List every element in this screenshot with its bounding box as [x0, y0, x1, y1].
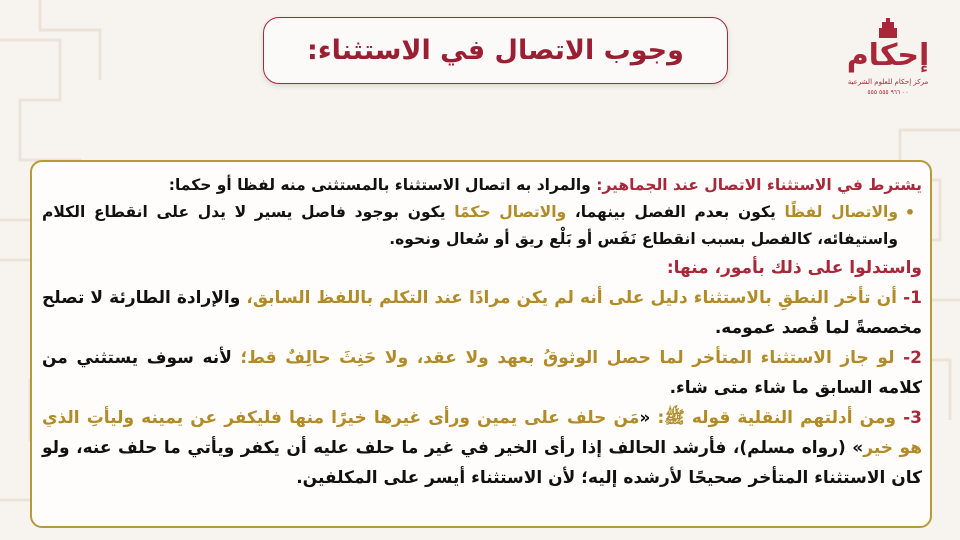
logo-subtitle: مركز إحكام للعلوم الشرعية — [847, 78, 929, 86]
ihkam-logo — [838, 18, 938, 108]
bullet-text — [42, 199, 898, 253]
bullet-rest: يكون بوجود فاصل يسير لا يدل على انقطاع الكلام واستيفائه، كالفصل بسبب انقطاع نَفَس أو بَلْع ريق أو سُعال ونحوه. — [42, 203, 898, 248]
bullet-dot-icon: • — [904, 203, 916, 222]
bullet-mid: يكون بعدم الفصل بينهما، — [566, 203, 785, 221]
point-3-number: 3- — [896, 408, 922, 428]
intro-highlight: يشترط في الاستثناء الاتصال عند الجماهير: — [596, 176, 922, 194]
point-2 — [42, 343, 922, 403]
content-box — [30, 160, 932, 528]
logo-name: إحكام — [846, 38, 930, 73]
point-1 — [42, 283, 922, 343]
point-3-intro: ومن أدلتهم النقلية قوله ﷺ: — [657, 408, 896, 428]
bullet-lafdhan: والاتصال لفظًا — [784, 203, 898, 221]
bullet-hukman: والاتصال حكمًا — [454, 203, 567, 221]
point-1-number: 1- — [897, 288, 922, 308]
point-2-rest: لأنه سوف يستثني من كلامه السابق ما شاء متى شاء. — [42, 348, 922, 398]
point-1-rest: والإرادة الطارئة لا تصلح مخصصةً لما قُصد عمومه. — [42, 288, 922, 338]
evidence-heading: واستدلوا على ذلك بأمور، منها: — [666, 258, 922, 278]
slide-title: وجوب الاتصال في الاستثناء: — [307, 35, 684, 66]
point-1-highlight: أن تأخر النطقِ بالاستثناء دليل على أنه لم يكن مرادًا عند التكلم باللفظ السابق، — [246, 288, 898, 308]
point-3-hadith: مَن حلف على يمين ورأى غيرها خيرًا منها فليكفر عن يمينه وليأتِ الذي هو خير — [42, 408, 922, 458]
logo-subline: ٠٠ ٩٦٦ ٥٥٥ ٥٥٥ — [867, 89, 909, 96]
point-3-rest: (رواه مسلم)، فأرشد الحالف إذا رأى الخير في غير ما حلف عليه أن يكفر ويأتي ما حلف عنه، ولو كان الاستثناء المتأخر صحيحًا لأرشده إليه؛ لأن الاستثناء أيسر على المكلفين. — [42, 438, 922, 488]
intro-paragraph — [42, 172, 922, 199]
point-2-number: 2- — [894, 348, 923, 368]
point-3-quote-open: « — [639, 408, 658, 428]
intro-rest: والمراد به اتصال الاستثناء بالمستثنى منه لفظا أو حكما: — [168, 176, 597, 194]
point-2-highlight: لو جاز الاستثناء المتأخر لما حصل الوثوقُ بعهد ولا عقد، ولا حَنِثَ حالِفٌ قط؛ — [240, 348, 895, 368]
logo-emblem-icon — [876, 18, 900, 40]
point-3 — [42, 403, 922, 493]
bullet-item — [42, 199, 922, 253]
point-3-quote-close: » — [845, 438, 864, 458]
slide-title-box — [263, 17, 728, 84]
